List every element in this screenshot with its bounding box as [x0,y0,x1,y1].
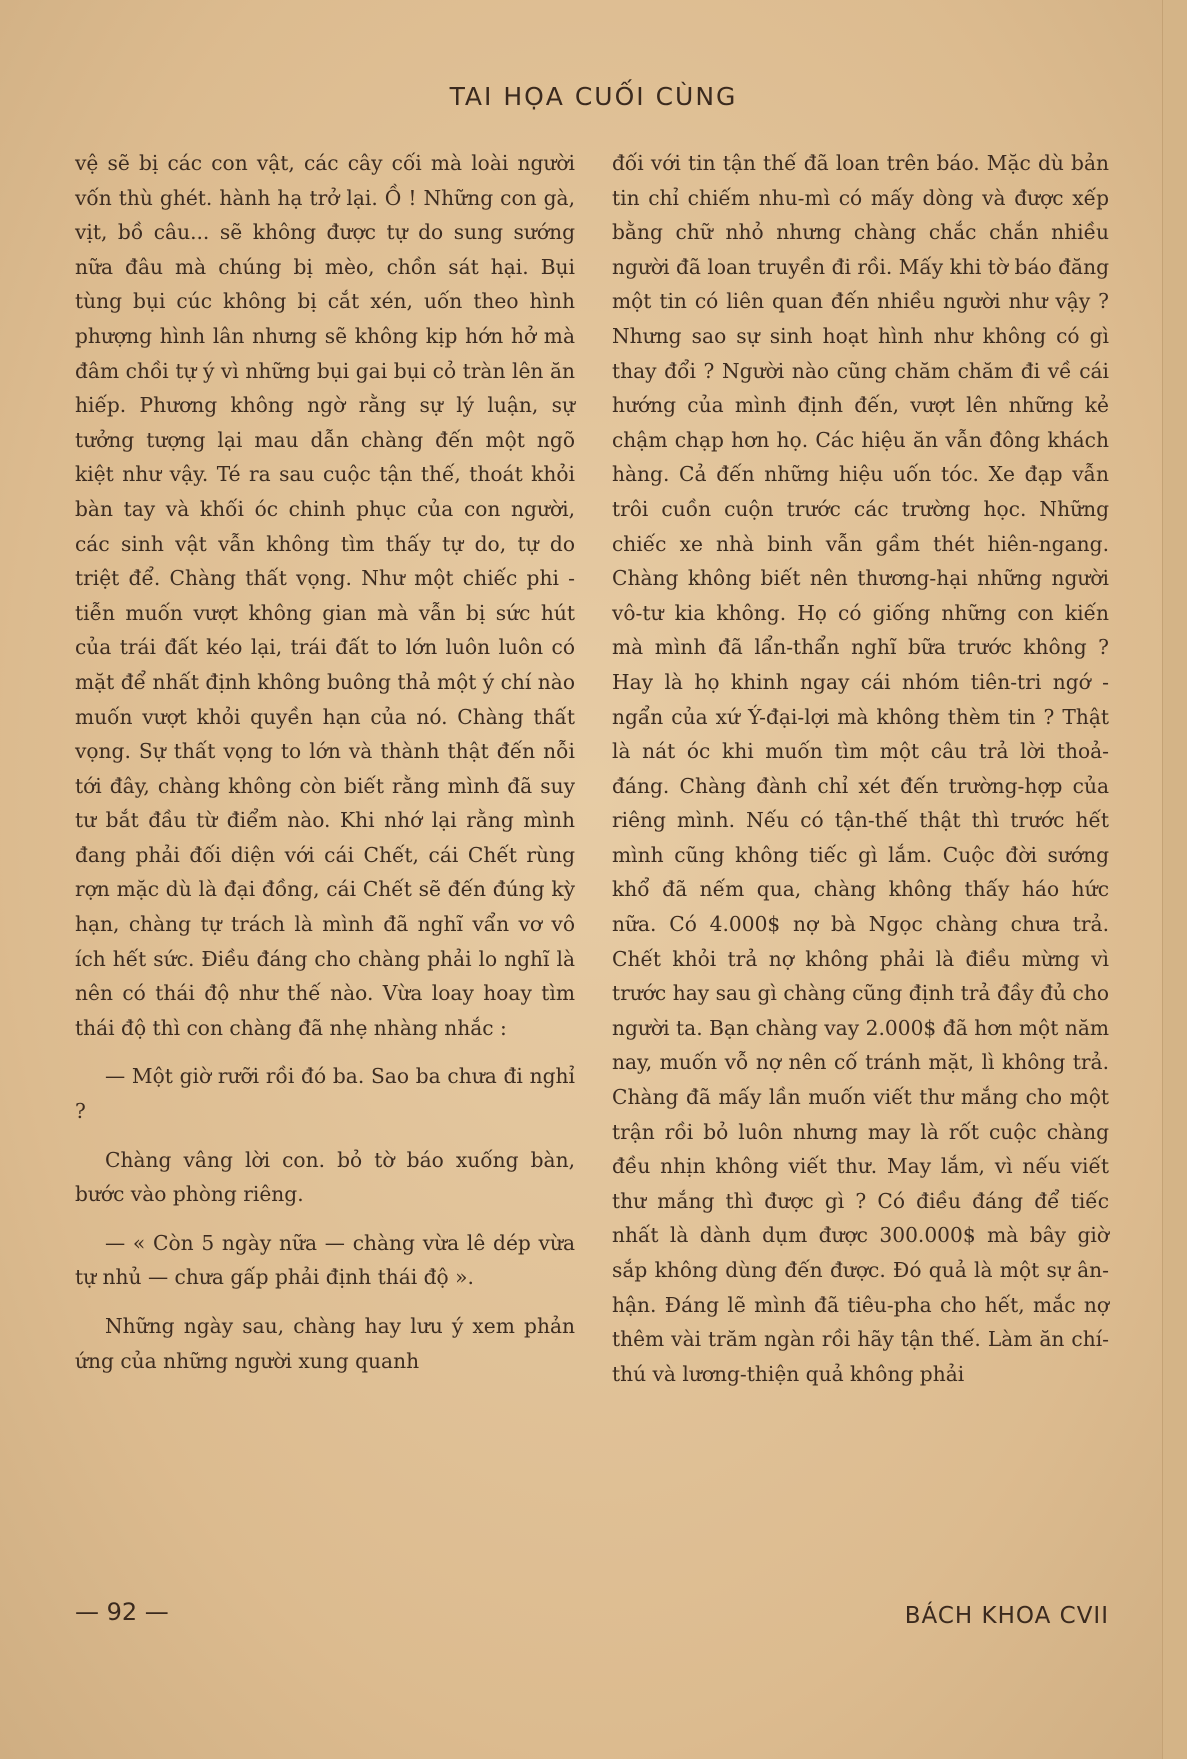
magazine-name: BÁCH KHOA CVII [904,1603,1109,1629]
left-paragraph-5: Những ngày sau, chàng hay lưu ý xem phản ứng của những người xung quanh [75,1314,575,1373]
right-column [612,146,1109,1391]
page-edge [1162,0,1187,1759]
left-paragraph-1: vệ sẽ bị các con vật, các cây cối mà loài người vốn thù ghét. hành hạ trở lại. Ồ ! Những con gà, vịt, bồ câu... sẽ không được tự do sung sướng nữa đâu mà chúng bị mèo, chồn sát hại. Bụi tùng bụi cúc không bị cắt xén, uốn theo hình phượng hình lân nhưng sẽ không kịp hớn hở mà đâm chồi tự ý vì những bụi gai bụi cỏ tràn lên ăn hiếp. Phương không ngờ rằng sự lý luận, sự tưởng tượng lại mau dẫn chàng đến một ngõ kiệt như vậy. Té ra sau cuộc tận thế, thoát khỏi bàn tay và khối óc chinh phục của con người, các sinh vật vẫn không tìm thấy tự do, tự do triệt để. Chàng thất vọng. Như một chiếc phi - tiễn muốn vượt không gian mà vẫn bị sức hút của trái đất kéo lại, trái đất to lớn luôn luôn có mặt để nhất định không buông thả một ý chí nào muốn vượt khỏi quyền hạn của nó. Chàng thất vọng. Sự thất vọng to lớn và thành thật đến nỗi tới đây, chàng không còn biết rằng mình đã suy tư bắt đầu từ điểm nào. Khi nhớ lại rằng mình đang phải đối diện với cái Chết, cái Chết rùng rợn mặc dù là đại đồng, cái Chết sẽ đến đúng kỳ hạn, chàng tự trách là mình đã nghĩ vẩn vơ vô ích hết sức. Điều đáng cho chàng phải lo nghĩ là nên có thái độ như thế nào. Vừa loay hoay tìm thái độ thì con chàng đã nhẹ nhàng nhắc : [75,151,575,1040]
left-paragraph-3: Chàng vâng lời con. bỏ tờ báo xuống bàn, bước vào phòng riêng. [75,1147,575,1207]
page-number: — 92 — [75,1598,169,1626]
left-paragraph-4: — « Còn 5 ngày nữa — chàng vừa lê dép vừa tự nhủ — chưa gấp phải định thái độ ». [75,1230,575,1290]
right-paragraph-1: đối với tin tận thế đã loan trên báo. Mặc dù bản tin chỉ chiếm nhu-mì có mấy dòng và được xếp bằng chữ nhỏ nhưng chàng chắc chắn nhiều người đã loan truyền đi rồi. Mấy khi tờ báo đăng một tin có liên quan đến nhiều người như vậy ? Nhưng sao sự sinh hoạt hình như không có gì thay đổi ? Người nào cũng chăm chăm đi về cái hướng của mình định đến, vượt lên những kẻ chậm chạp hơn họ. Các hiệu ăn vẫn đông khách hàng. Cả đến những hiệu uốn tóc. Xe đạp vẫn trôi cuồn cuộn trước các trường học. Những chiếc xe nhà binh vẫn gầm thét hiên-ngang. Chàng không biết nên thương-hại những người vô-tư kia không. Họ có giống những con kiến mà mình đã lẩn-thẩn nghĩ bữa trước không ? Hay là họ khinh ngay cái nhóm tiên-tri ngớ - ngẩn của xứ Ý-đại-lợi mà không thèm tin ? Thật là nát óc khi muốn tìm một câu trả lời thoả-đáng. Chàng đành chỉ xét đến trường-hợp của riêng mình. Nếu có tận-thế thật thì trước hết mình cũng không tiếc gì lắm. Cuộc đời sướng khổ đã nếm qua, chàng không thấy háo hức nữa. Có 4.000$ nợ bà Ngọc chàng chưa trả. Chết khỏi trả nợ không phải là điều mừng vì trước hay sau gì chàng cũng định trả đầy đủ cho người ta. Bạn chàng vay 2.000$ đã hơn một năm nay, muốn vỗ nợ nên cố tránh mặt, lì không trả. Chàng đã mấy lần muốn viết thư mắng cho một trận rồi bỏ luôn nhưng may là rốt cuộc chàng đều nhịn không viết thư. May lắm, vì nếu viết thư mắng thì được gì ? Có điều đáng để tiếc nhất là dành dụm được 300.000$ mà bây giờ sắp không dùng đến được. Đó quả là một sự ân-hận. Đáng lẽ mình đã tiêu-pha cho hết, mắc nợ thêm vài trăm ngàn rồi hãy tận thế. Làm ăn chí-thú và lương-thiện quả không phải [612,151,1109,1386]
left-paragraph-2: — Một giờ rưỡi rồi đó ba. Sao ba chưa đi nghỉ ? [75,1064,575,1124]
running-title: TAI HỌA CUỐI CÙNG [449,82,738,111]
left-column [75,146,575,1378]
